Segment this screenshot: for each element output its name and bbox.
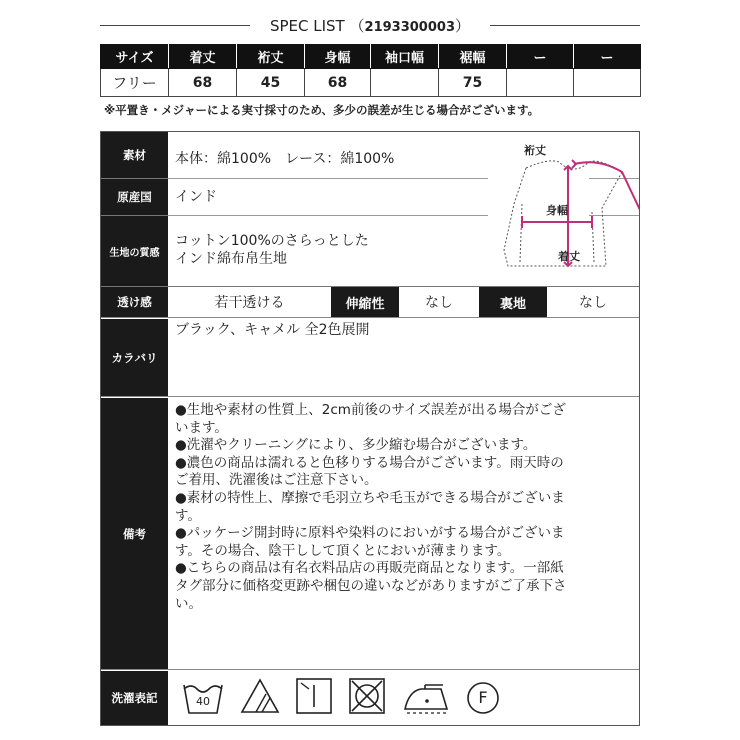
line-dry-icon	[295, 677, 333, 719]
garment-measurement-diagram	[494, 132, 639, 282]
remarks-line: います。	[175, 419, 228, 436]
spec-list-header	[100, 14, 640, 38]
length-label: 着丈	[558, 250, 580, 263]
remarks-line: す。その場合、陰干しして頂くとにおいが薄まります。	[175, 542, 511, 559]
fabric-properties-row	[101, 287, 639, 318]
size-cell: フリー	[101, 69, 169, 97]
dry-clean-letter: F	[478, 688, 488, 707]
lining-value: なし	[579, 295, 607, 311]
material-value: 本体：綿100% レース：綿100%	[175, 151, 395, 167]
remarks-label: 備考	[101, 398, 168, 669]
origin-label: 原産国	[101, 179, 168, 215]
size-table	[100, 44, 641, 97]
size-cell	[507, 69, 574, 97]
title-open-paren: （	[349, 17, 365, 35]
size-header-cell: 袖口幅	[371, 45, 439, 69]
sheer-value: 若干透ける	[214, 295, 285, 311]
body-width-label: 身幅	[546, 204, 568, 217]
remarks-line: ●こちらの商品は有名衣料品店の再販売商品となります。一部紙	[175, 560, 564, 577]
texture-label: 生地の質感	[101, 216, 168, 286]
care-label: 洗濯表記	[101, 671, 168, 725]
texture-line: インド綿布帛生地	[175, 251, 287, 267]
wash-40-icon	[181, 679, 225, 717]
texture-line: コットン100%のさらっとした	[175, 233, 369, 249]
size-header-cell: 着丈	[169, 45, 237, 69]
texture-value	[175, 232, 369, 268]
remarks-line: ●洗濯やクリーニングにより、多少縮む場合がございます。	[175, 437, 537, 454]
color-value: ブラック、キャメル 全2色展開	[175, 322, 370, 338]
size-table-header	[101, 45, 641, 69]
size-cell: 45	[237, 69, 305, 97]
table-row	[101, 69, 641, 97]
remarks-line: ●濃色の商品は濡れると色移りする場合がございます。雨天時の	[175, 454, 564, 471]
lining-label: 裏地	[479, 287, 547, 317]
size-cell: 68	[305, 69, 371, 97]
sleeve-measure-line	[574, 162, 639, 210]
material-label: 素材	[101, 132, 168, 178]
size-header-cell: ー	[574, 45, 641, 69]
sleeve-length-label: 裄丈	[524, 144, 546, 157]
care-symbols	[181, 677, 501, 719]
size-header-cell: サイズ	[101, 45, 169, 69]
dry-clean-f-icon	[465, 680, 501, 716]
size-cell: 75	[439, 69, 507, 97]
size-note: ※平置き・メジャーによる実寸採寸のため、多少の誤差が生じる場合がございます。	[104, 103, 540, 117]
iron-icon	[401, 677, 451, 719]
size-header-cell: ー	[507, 45, 574, 69]
color-label: カラバリ	[101, 319, 168, 396]
title-close-paren: ）	[455, 17, 471, 35]
product-code: 2193300003	[364, 20, 455, 35]
remarks-line: ●素材の特性上、摩擦で毛羽立ちや毛玉ができる場合がございま	[175, 489, 565, 506]
remarks-line: い。	[175, 595, 202, 612]
remarks-line: ご着用、洗濯後はご注意下さい。	[175, 472, 378, 489]
care-row	[101, 671, 639, 725]
remarks-line: ●パッケージ開封時に原料や染料のにおいがする場合がございま	[175, 525, 565, 542]
size-cell	[574, 69, 641, 97]
title-text: SPEC LIST	[269, 17, 345, 35]
remarks-row	[101, 398, 639, 670]
origin-value: インド	[175, 189, 217, 205]
sheer-label: 透け感	[101, 287, 168, 317]
size-cell: 68	[169, 69, 237, 97]
stretch-label: 伸縮性	[331, 287, 399, 317]
stretch-value: なし	[425, 295, 453, 311]
no-tumble-dry-icon	[347, 677, 387, 719]
size-header-cell: 身幅	[305, 45, 371, 69]
remarks-line: す。	[175, 507, 201, 524]
wash-temp: 40	[196, 695, 210, 708]
remarks-line: ●生地や素材の性質上、2cm前後のサイズ誤差が出る場合がござ	[175, 402, 566, 418]
size-cell	[371, 69, 439, 97]
page-title	[100, 14, 640, 40]
color-row	[101, 319, 639, 397]
size-header-cell: 裄丈	[237, 45, 305, 69]
spec-table	[100, 131, 640, 726]
size-header-cell: 裾幅	[439, 45, 507, 69]
bleach-triangle-icon	[239, 677, 281, 719]
remarks-line: タグ部分に価格変更跡や梱包の違いなどがありますがご了承下さ	[175, 577, 567, 594]
remarks-text	[175, 402, 637, 613]
